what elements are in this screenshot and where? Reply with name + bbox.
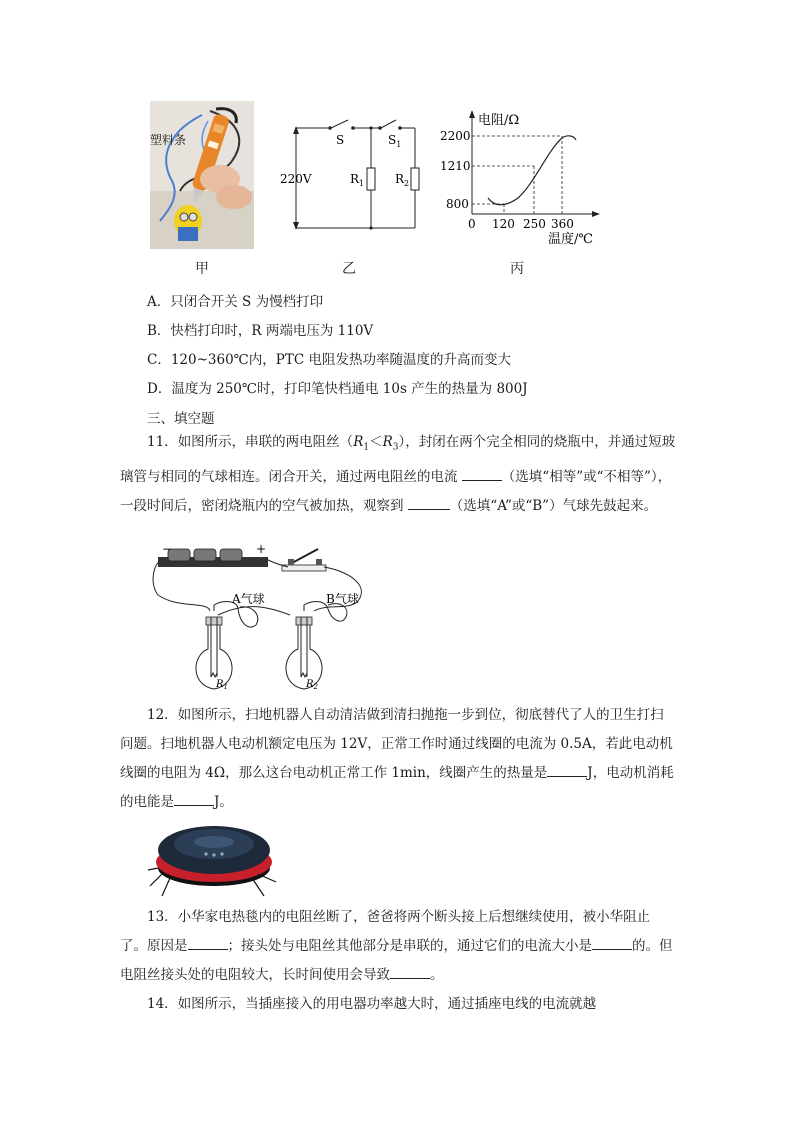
question-11: 11．如图所示，串联的两电阻丝$(R_1<R_3)$，封闭在两个完全相同的烧瓶中，并通过短玻璃管与相同的气球相连。闭合开关，通过两电阻丝的电流 （选填“相等”或“不相等”），一段时间后，密闭烧瓶内的空气被加热，观察到 （选填“A”或“B”）气球先鼓起来。: [120, 434, 676, 514]
robot-vacuum-image: [148, 816, 280, 900]
switch-s1-label: $S_1$: [388, 133, 402, 149]
switch-s-label: S: [336, 133, 345, 147]
pen-photo: [150, 101, 254, 249]
r1-label: $R_1$: [350, 172, 365, 188]
flask-r2-label: $R_2$: [306, 679, 318, 691]
question-14: 14．如图所示，当插座接入的用电器功率越大时，通过插座电线的电流就越: [147, 996, 597, 1012]
figure-q11: [148, 545, 373, 693]
q12-blank-2[interactable]: [174, 791, 214, 806]
q11-blank-2[interactable]: [408, 495, 450, 510]
balloon-b-label: B气球: [326, 592, 359, 606]
battery-minus: −: [162, 545, 173, 556]
photo-label: 塑料条: [150, 133, 187, 147]
question-13: 13．小华家电热毯内的电阻丝断了，爸爸将两个断头接上后想继续使用，被小华阻止了。原因是 ；接头处与电阻丝其他部分是串联的，通过它们的电流大小是 的。但电阻丝接头处的电阻较大，长时间使用会导致 。: [120, 909, 673, 983]
y-tick-1210: 1210: [440, 159, 471, 173]
resistance-curve: [488, 136, 576, 205]
q11-blank-1[interactable]: [462, 466, 502, 481]
x-tick-120: 120: [492, 217, 515, 231]
x-tick-0: 0: [468, 217, 476, 231]
caption-yi: 乙: [342, 261, 356, 277]
option-a: A．只闭合开关 S 为慢档打印: [147, 294, 324, 310]
option-c: C．120~360℃内，PTC 电阻发热功率随温度的升高而变大: [147, 352, 511, 368]
q13-blank-1[interactable]: [188, 935, 228, 950]
flask-r1-label: $R_1$: [216, 679, 228, 691]
x-tick-250: 250: [523, 217, 546, 231]
graph-bing: [438, 104, 608, 248]
q13-blank-2[interactable]: [592, 935, 632, 950]
section-title: 三、填空题: [147, 411, 215, 427]
balloon-a-label: A气球: [232, 592, 265, 606]
caption-bing: 丙: [510, 261, 524, 277]
circuit-yi: [278, 112, 428, 237]
r2-label: $R_2$: [395, 172, 410, 188]
caption-jia: 甲: [195, 261, 209, 277]
question-12: 12．如图所示，扫地机器人自动清洁做到清扫抛拖一步到位，彻底替代了人的卫生打扫问题。扫地机器人电动机额定电压为 12V，正常工作时通过线圈的电流为 0.5A，若此电动机线圈的电阻为 4Ω，那么这台电动机正常工作 1min，线圈产生的热量是 J，电动机消耗的电能是 J。: [120, 707, 674, 810]
battery-plus: +: [256, 545, 267, 556]
q13-blank-3[interactable]: [390, 964, 430, 979]
y-tick-2200: 2200: [440, 129, 471, 143]
y-axis-label: 电阻/Ω: [478, 113, 520, 128]
x-axis-label: 温度/℃: [548, 232, 593, 247]
x-tick-360: 360: [551, 217, 574, 231]
voltage-label: 220V: [280, 172, 312, 186]
q12-blank-1[interactable]: [547, 762, 587, 777]
flask-r1: [196, 617, 232, 691]
option-b: B．快档打印时，R 两端电压为 110V: [147, 323, 374, 339]
y-tick-800: 800: [446, 197, 469, 211]
option-d: D．温度为 250℃时，打印笔快档通电 10s 产生的热量为 800J: [147, 381, 528, 397]
figure-jia: [150, 101, 254, 249]
flask-r2: [286, 617, 322, 691]
